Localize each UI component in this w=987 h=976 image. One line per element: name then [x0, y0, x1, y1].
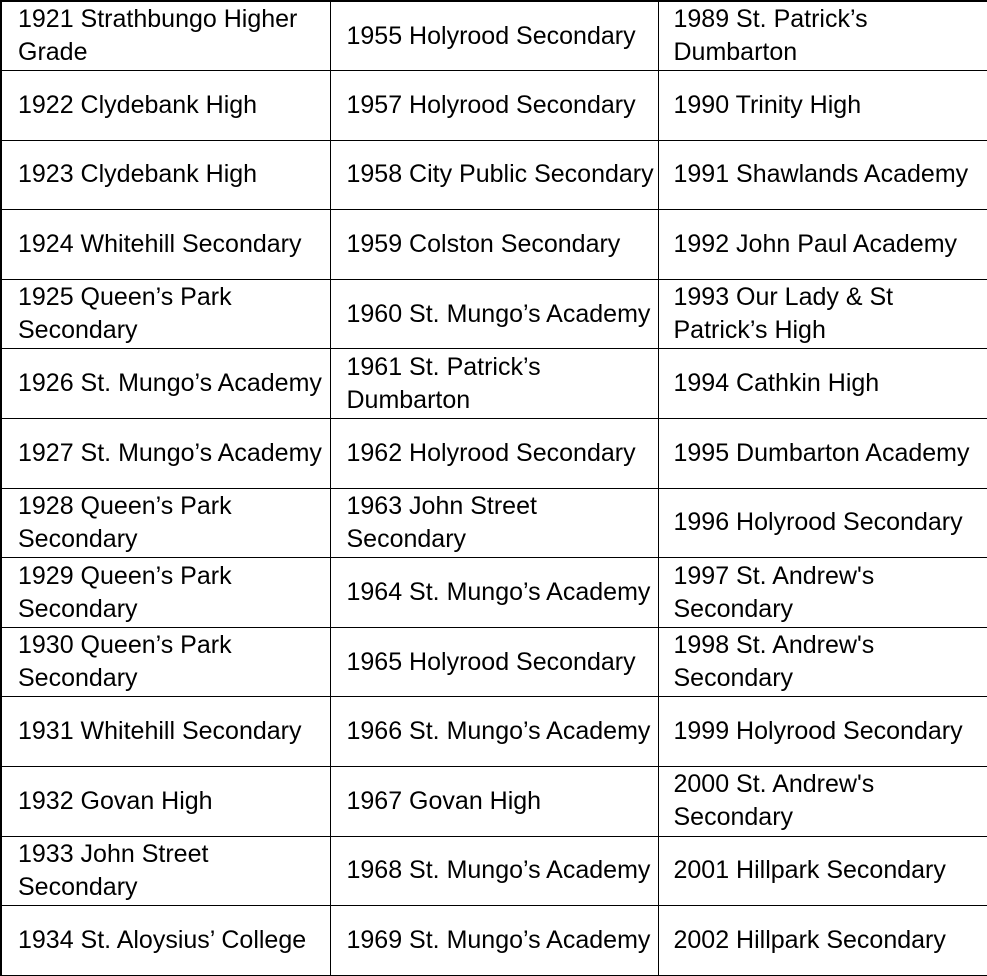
table-row	[1, 1, 987, 71]
table-cell	[1, 279, 330, 349]
table-cell	[330, 140, 658, 210]
table-cell	[1, 697, 330, 767]
table-cell	[1, 1, 330, 71]
table-cell	[658, 697, 987, 767]
table-cell	[658, 1, 987, 71]
cell-text: 1927 St. Mungo’s Academy	[18, 437, 330, 470]
table-cell	[330, 71, 658, 141]
cell-text: 1998 St. Andrew's Secondary	[674, 629, 987, 695]
cell-text: 1967 Govan High	[347, 785, 658, 818]
cell-text: 1997 St. Andrew's Secondary	[674, 560, 987, 626]
table-cell	[658, 627, 987, 697]
table-row	[1, 558, 987, 628]
table-cell	[330, 697, 658, 767]
table-cell	[1, 140, 330, 210]
cell-text: 1923 Clydebank High	[18, 158, 330, 191]
cell-text: 1934 St. Aloysius’ College	[18, 924, 330, 957]
table-cell	[330, 1, 658, 71]
cell-text: 1992 John Paul Academy	[674, 228, 987, 261]
cell-text: 1926 St. Mungo’s Academy	[18, 367, 330, 400]
cell-text: 1994 Cathkin High	[674, 367, 987, 400]
table-cell	[330, 558, 658, 628]
table-cell	[1, 558, 330, 628]
cell-text: 1962 Holyrood Secondary	[347, 437, 658, 470]
table-cell	[658, 558, 987, 628]
cell-text: 1991 Shawlands Academy	[674, 158, 987, 191]
cell-text: 1958 City Public Secondary	[347, 158, 658, 191]
table-cell	[1, 210, 330, 280]
table-cell	[1, 419, 330, 489]
table-cell	[330, 419, 658, 489]
cell-text: 1932 Govan High	[18, 785, 330, 818]
table-cell	[330, 836, 658, 906]
table-cell	[658, 836, 987, 906]
table-row	[1, 210, 987, 280]
cell-text: 1968 St. Mungo’s Academy	[347, 854, 658, 887]
cell-text: 1966 St. Mungo’s Academy	[347, 715, 658, 748]
table-cell	[658, 71, 987, 141]
table-cell	[658, 419, 987, 489]
table-cell	[1, 488, 330, 558]
cell-text: 1964 St. Mungo’s Academy	[347, 576, 658, 609]
cell-text: 1961 St. Patrick’s Dumbarton	[347, 351, 658, 417]
cell-text: 1925 Queen’s Park Secondary	[18, 281, 330, 347]
cell-text: 1989 St. Patrick’s Dumbarton	[674, 3, 987, 69]
table-cell	[658, 279, 987, 349]
cell-text: 1922 Clydebank High	[18, 89, 330, 122]
table-cell	[658, 767, 987, 837]
table-row	[1, 140, 987, 210]
cell-text: 1969 St. Mungo’s Academy	[347, 924, 658, 957]
table-row	[1, 697, 987, 767]
table-cell	[658, 140, 987, 210]
table-cell	[1, 71, 330, 141]
table-row	[1, 349, 987, 419]
table-cell	[330, 906, 658, 976]
table-row	[1, 767, 987, 837]
cell-text: 1921 Strathbungo Higher Grade	[18, 3, 330, 69]
cell-text: 1929 Queen’s Park Secondary	[18, 560, 330, 626]
table-cell	[1, 767, 330, 837]
table-cell	[658, 488, 987, 558]
cell-text: 1957 Holyrood Secondary	[347, 89, 658, 122]
cell-text: 2002 Hillpark Secondary	[674, 924, 987, 957]
cell-text: 1963 John Street Secondary	[347, 490, 658, 556]
cell-text: 1990 Trinity High	[674, 89, 987, 122]
cell-text: 1928 Queen’s Park Secondary	[18, 490, 330, 556]
cell-text: 1933 John Street Secondary	[18, 838, 330, 904]
cell-text: 1955 Holyrood Secondary	[347, 20, 658, 53]
cell-text: 1960 St. Mungo’s Academy	[347, 298, 658, 331]
table-row	[1, 627, 987, 697]
table-cell	[1, 906, 330, 976]
cell-text: 1993 Our Lady & St Patrick’s High	[674, 281, 987, 347]
table-row	[1, 488, 987, 558]
table-cell	[330, 627, 658, 697]
cell-text: 2001 Hillpark Secondary	[674, 854, 987, 887]
table-row	[1, 836, 987, 906]
cell-text: 1999 Holyrood Secondary	[674, 715, 987, 748]
table-cell	[1, 836, 330, 906]
table-row	[1, 71, 987, 141]
cell-text: 1996 Holyrood Secondary	[674, 506, 987, 539]
table-cell	[330, 279, 658, 349]
table-cell	[330, 349, 658, 419]
table-cell	[1, 627, 330, 697]
table-cell	[658, 349, 987, 419]
table-body	[1, 1, 987, 975]
table-cell	[658, 210, 987, 280]
cell-text: 1931 Whitehill Secondary	[18, 715, 330, 748]
table-cell	[330, 767, 658, 837]
table-cell	[1, 349, 330, 419]
cell-text: 1924 Whitehill Secondary	[18, 228, 330, 261]
cell-text: 2000 St. Andrew's Secondary	[674, 768, 987, 834]
cell-text: 1930 Queen’s Park Secondary	[18, 629, 330, 695]
cell-text: 1995 Dumbarton Academy	[674, 437, 987, 470]
table-row	[1, 906, 987, 976]
table-cell	[330, 488, 658, 558]
table-cell	[658, 906, 987, 976]
cell-text: 1959 Colston Secondary	[347, 228, 658, 261]
table-row	[1, 279, 987, 349]
table-row	[1, 419, 987, 489]
table-cell	[330, 210, 658, 280]
cell-text: 1965 Holyrood Secondary	[347, 646, 658, 679]
